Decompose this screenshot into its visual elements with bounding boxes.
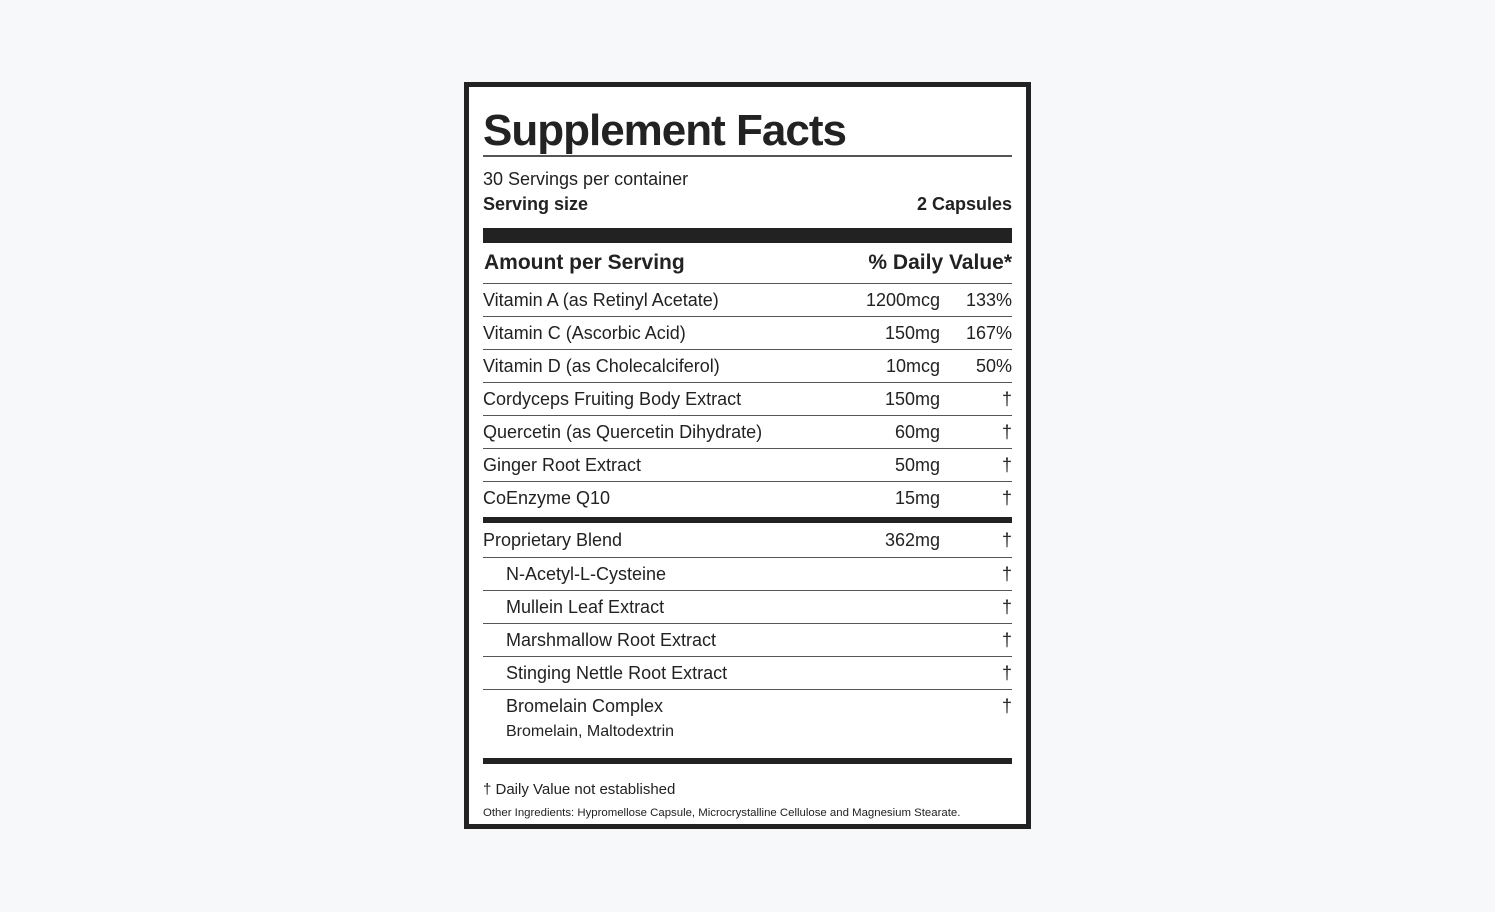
component-dv: † xyxy=(1001,662,1012,683)
blend-component-row xyxy=(483,690,1012,758)
serving-size-value: 2 Capsules xyxy=(916,194,1012,214)
nutrient-name: Vitamin C (Ascorbic Acid) xyxy=(483,322,686,343)
nutrient-dv: 50% xyxy=(975,355,1012,376)
component-detail: Bromelain, Maltodextrin xyxy=(506,723,675,740)
nutrient-dv: † xyxy=(1001,454,1012,475)
nutrient-row xyxy=(483,284,1012,317)
nutrient-row xyxy=(483,482,1012,515)
column-header-row xyxy=(483,243,1012,284)
component-dv: † xyxy=(1001,596,1012,617)
nutrient-dv: 167% xyxy=(965,322,1012,343)
nutrient-amount: 150mg xyxy=(884,322,940,343)
supplement-facts-label xyxy=(464,82,1031,829)
nutrient-row xyxy=(483,350,1012,383)
nutrient-name: Quercetin (as Quercetin Dihydrate) xyxy=(483,421,763,442)
nutrient-amount: 150mg xyxy=(884,388,940,409)
serving-size-label: Serving size xyxy=(483,194,589,214)
nutrient-name: Vitamin D (as Cholecalciferol) xyxy=(483,355,720,376)
component-dv: † xyxy=(1001,696,1012,716)
amount-per-serving-header: Amount per Serving xyxy=(484,251,685,274)
nutrient-amount: 50mg xyxy=(894,454,940,475)
bottom-divider xyxy=(483,758,1012,764)
daily-value-header: % Daily Value* xyxy=(868,251,1012,274)
blend-component-row xyxy=(483,591,1012,624)
nutrient-name: Vitamin A (as Retinyl Acetate) xyxy=(483,289,719,310)
nutrient-name: Cordyceps Fruiting Body Extract xyxy=(483,388,742,409)
blend-dv: † xyxy=(1001,529,1012,550)
nutrient-amount: 10mcg xyxy=(885,355,940,376)
component-dv: † xyxy=(1001,629,1012,650)
dv-footnote: † Daily Value not established xyxy=(483,781,676,798)
component-name: Stinging Nettle Root Extract xyxy=(506,662,728,683)
blend-component-row xyxy=(483,657,1012,690)
nutrient-dv: † xyxy=(1001,388,1012,409)
nutrient-amount: 60mg xyxy=(894,421,940,442)
component-name-group xyxy=(483,696,940,741)
serving-size-row xyxy=(483,192,1012,216)
servings-per-container: 30 Servings per container xyxy=(483,169,689,189)
nutrient-name: CoEnzyme Q10 xyxy=(483,488,611,508)
nutrient-row xyxy=(483,416,1012,449)
component-name: Bromelain Complex xyxy=(506,696,664,716)
thick-divider xyxy=(483,228,1012,243)
nutrient-dv: 133% xyxy=(965,289,1012,310)
nutrient-row xyxy=(483,383,1012,416)
nutrient-row xyxy=(483,317,1012,350)
component-dv: † xyxy=(1001,563,1012,584)
component-name: Mullein Leaf Extract xyxy=(506,596,665,617)
nutrient-dv: † xyxy=(1001,421,1012,442)
nutrient-row xyxy=(483,449,1012,482)
label-title: Supplement Facts xyxy=(483,109,1012,157)
proprietary-blend-row xyxy=(483,523,1012,558)
nutrient-amount: 15mg xyxy=(894,488,940,508)
blend-component-row xyxy=(483,558,1012,591)
blend-name: Proprietary Blend xyxy=(483,529,623,550)
blend-component-row xyxy=(483,624,1012,657)
other-ingredients: Other Ingredients: Hypromellose Capsule, Microcrystalline Cellulose and Magnesium Stearate. xyxy=(483,807,961,819)
blend-amount: 362mg xyxy=(884,529,940,550)
nutrient-dv: † xyxy=(1001,488,1012,508)
nutrient-amount: 1200mcg xyxy=(865,289,940,310)
component-name: N-Acetyl-L-Cysteine xyxy=(506,563,667,584)
component-name: Marshmallow Root Extract xyxy=(506,629,717,650)
nutrient-name: Ginger Root Extract xyxy=(483,454,642,475)
